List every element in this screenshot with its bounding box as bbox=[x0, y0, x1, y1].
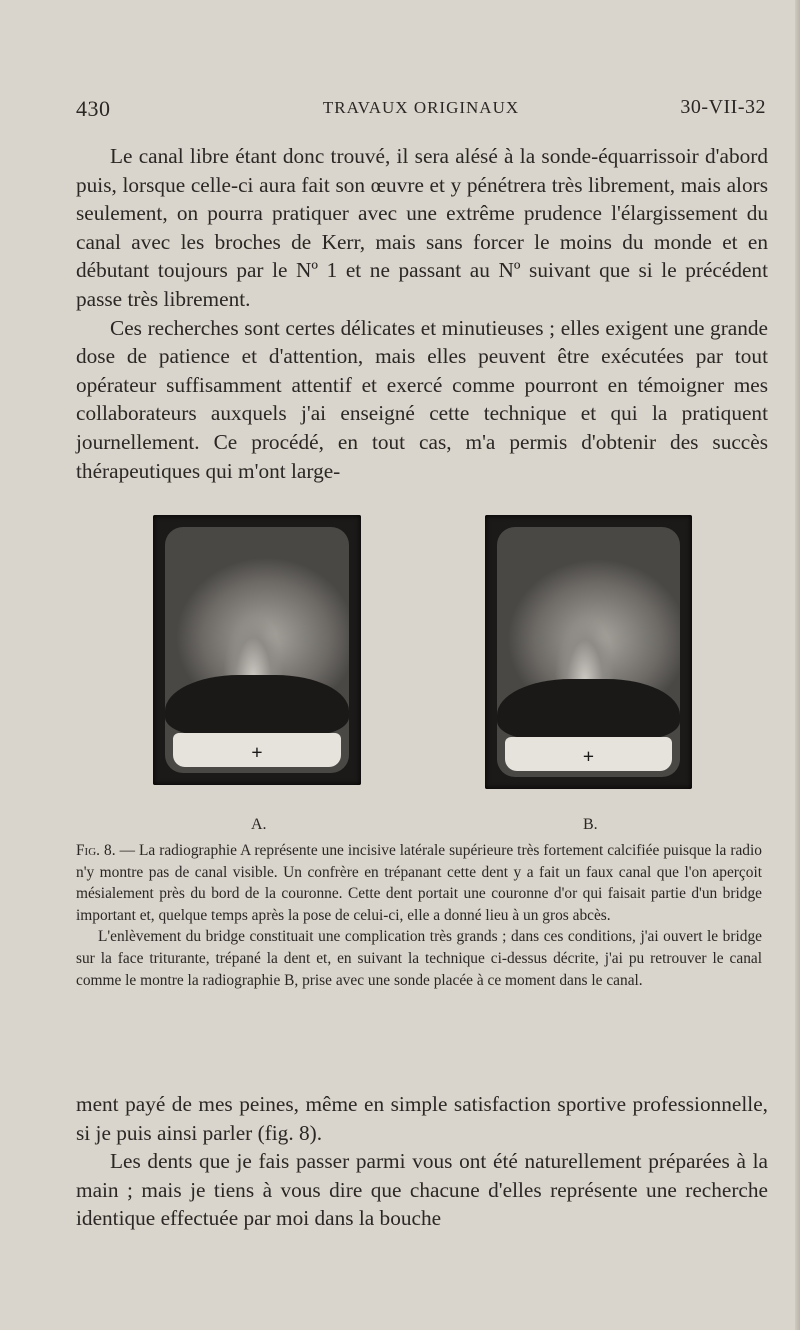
radiograph-shadow bbox=[165, 675, 349, 735]
caption-paragraph: L'enlèvement du bridge constituait une complication très grands ; dans ces conditions, j'ai ouvert le bridge sur la face triturante, trépané la dent et, en suivant la technique ci-dessus décrite, j'ai pu retrouver le canal comme le montre la radiographie B, prise avec une sonde placée à ce moment dans le canal. bbox=[76, 928, 762, 989]
paragraph: ment payé de mes peines, même en simple satisfaction sportive professionnelle, si je puis ainsi parler (fig. 8). bbox=[76, 1092, 768, 1145]
figure-8 bbox=[150, 514, 700, 804]
radiograph-b bbox=[485, 515, 692, 789]
running-title: TRAVAUX ORIGINAUX bbox=[322, 98, 520, 117]
figure-label-a: A. bbox=[251, 816, 267, 833]
body-text-top bbox=[76, 142, 768, 485]
caption-paragraph bbox=[76, 840, 762, 926]
figure-caption bbox=[76, 840, 762, 991]
paragraph: Les dents que je fais passer parmi vous ont été naturellement préparées à la main ; mais je tiens à vous dire que chacune d'elles représente une recherche identique effectuée par moi dans la bouche bbox=[76, 1149, 768, 1231]
running-header bbox=[76, 96, 766, 124]
page-number: 430 bbox=[76, 96, 111, 121]
radiograph-a bbox=[153, 515, 361, 785]
cross-marker-icon: + bbox=[251, 742, 263, 764]
caption-text: La radiographie A représente une incisive latérale supérieure très fortement calcifiée puisque la radio n'y montre pas de canal visible. Un confrère en trépanant cette dent y a fait un faux canal que l'on aperçoit mésialement près du bord de la couronne. Cette dent portait une couronne d'or qui faisait partie d'un bridge important et, quelque temps après la pose de celui-ci, elle a donné lieu à un gros abcès. bbox=[76, 842, 762, 924]
cross-marker-icon: + bbox=[582, 746, 595, 768]
paragraph: Le canal libre étant donc trouvé, il sera alésé à la sonde-équarrissoir d'abord puis, lorsque celle-ci aura fait son œuvre et y pénétrera très librement, mais alors seulement, on pourra pratiquer avec une extrême prudence l'élargissement du canal avec les broches de Kerr, mais sans forcer le moins du monde et en débutant toujours par le Nº 1 et ne passant au Nº suivant que si le précédent passe très librement. bbox=[76, 144, 768, 311]
page-edge bbox=[795, 0, 800, 1330]
radiograph-shadow bbox=[497, 679, 680, 739]
radiograph-film bbox=[497, 527, 680, 777]
paragraph: Ces recherches sont certes délicates et minutieuses ; elles exigent une grande dose de patience et d'attention, mais elles peuvent être exécutées par tout opérateur suffisamment attentif et exercé comme pourront en témoigner mes collaborateurs auxquels j'ai enseigné cette technique et qui la pratiquent journellement. Ce procédé, en tout cas, m'a permis d'obtenir des succès thérapeutiques qui m'ont large- bbox=[76, 315, 768, 483]
body-text-bottom bbox=[76, 1090, 768, 1233]
radiograph-film bbox=[165, 527, 349, 773]
figure-label-b: B. bbox=[583, 816, 598, 833]
caption-prefix: Fig. 8. — bbox=[76, 842, 135, 859]
issue-date: 30-VII-32 bbox=[680, 96, 766, 118]
